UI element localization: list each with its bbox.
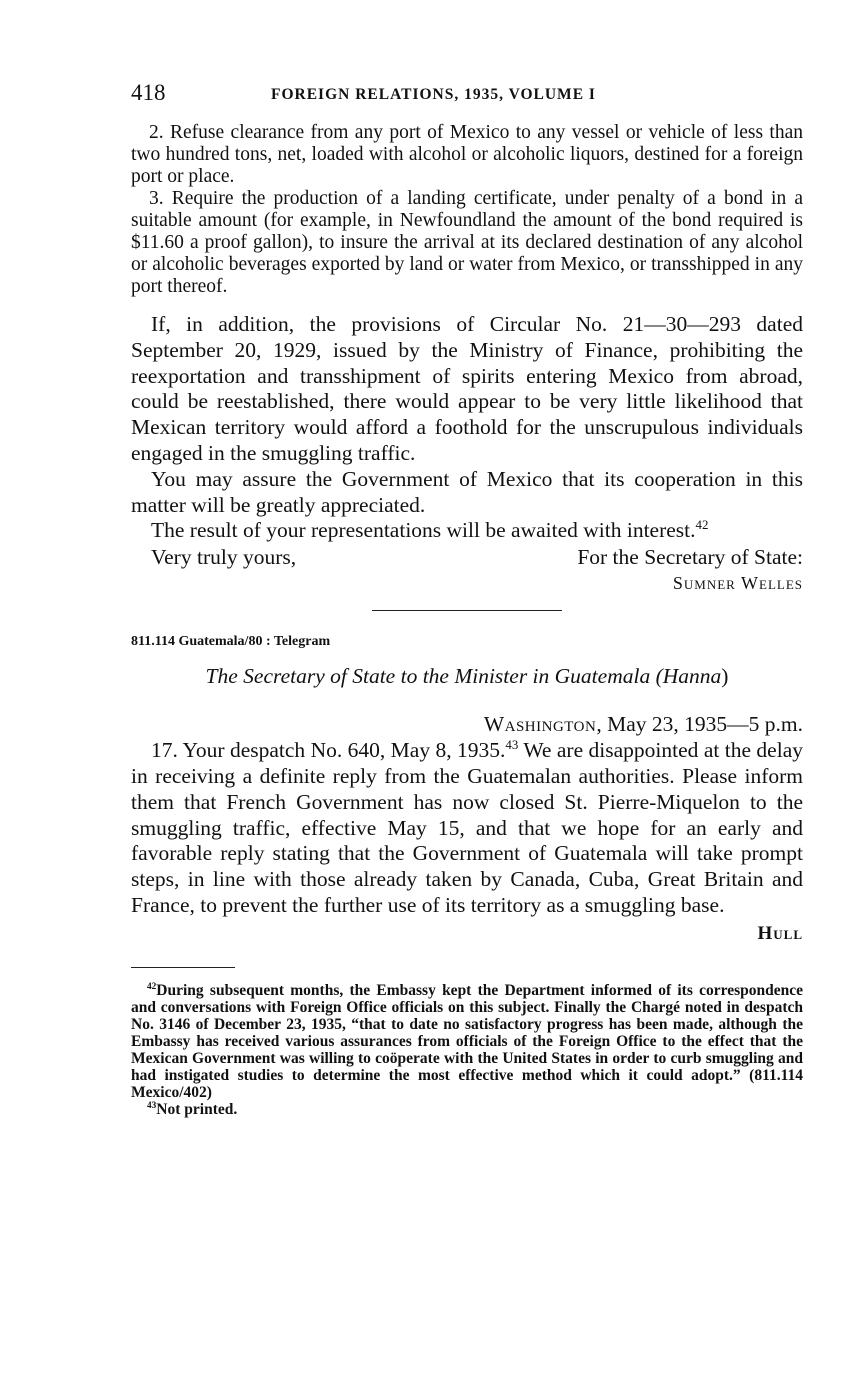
telegram-body-part2: We are disappointed at the delay in receiving a definite reply from the Guatemalan authorities. Please inform them that French Government has now closed St. Pierre-Miquelon to the smuggling traffic, effective May 15, and that we hope for an early and favorable reply stating that the Government of Guatemala will take prompt steps, in line with those already taken by Canada, Cuba, Great Britain and France, to prevent the further use of its territory as a smuggling base.: [131, 738, 803, 917]
page-number: 418: [131, 80, 166, 105]
telegram-body-part1: 17. Your despatch No. 640, May 8, 1935.: [151, 738, 506, 763]
letter-paragraph-2: You may assure the Government of Mexico that its cooperation in this matter will be greatly appreciated.: [131, 466, 803, 517]
signature-hull: Hull: [757, 922, 803, 944]
heading-close-paren: ): [721, 664, 729, 689]
footnote-divider: [131, 967, 235, 968]
footnote-42: [131, 982, 803, 1101]
heading-text: The Secretary of State to the Minister in Guatemala (: [205, 664, 663, 689]
footnote-marker-42: 42: [147, 981, 157, 992]
footnote-43-text: Not printed.: [156, 1100, 238, 1118]
footnote-42-text: During subsequent months, the Embassy kept the Department informed of its correspondence and conversations with Foreign Office officials on this subject. Finally the Chargé noted in despatch No. 3146 of December 23, 1935, “that to date no satisfactory progress has been made, although the Embassy has received various assurances from officials of the Foreign Office to the effect that the Mexican Government was willing to coöperate with the United States in order to curb smuggling and had instigated studies to determine the most effective method which it could adopt.” (811.114 Mexico/402): [131, 981, 803, 1101]
footnote-43: [131, 1101, 803, 1118]
closing-salutation: Very truly yours,: [151, 545, 297, 570]
section-divider: [372, 610, 562, 611]
letter-closing: [151, 544, 803, 570]
file-reference: 811.114 Guatemala/80 : Telegram: [131, 634, 331, 650]
closing-for-secretary: For the Secretary of State:: [577, 545, 803, 570]
letter-paragraph-1: If, in addition, the provisions of Circular No. 21—30—293 dated September 20, 1929, issued by the Ministry of Finance, prohibiting the reexportation and transshipment of spirits entering Mexico from abroad, could be reestablished, there would appear to be very little likelihood that Mexican territory would afford a foothold for the unscrupulous individuals engaged in the smuggling traffic.: [131, 312, 803, 465]
telegram-body: [131, 738, 803, 919]
footnotes: [131, 982, 803, 1118]
running-title: FOREIGN RELATIONS, 1935, VOLUME I: [271, 86, 596, 103]
dateline-date: , May 23, 1935—5 p.m.: [596, 712, 803, 737]
footnote-marker-43: 43: [147, 1100, 157, 1111]
footnote-ref-42[interactable]: 42: [695, 518, 709, 533]
list-item-3: 3. Require the production of a landing certificate, under penalty of a bond in a suitable amount (for example, in Newfoundland the amount of the bond required is $11.60 a proof gallon), to insure the arrival at its declared destination of any alcohol or alcoholic beverages exported by land or water from Mexico, or transshipped in any port thereof.: [131, 188, 803, 297]
document-heading: [131, 662, 803, 690]
signature-welles: Sumner Welles: [672, 573, 803, 594]
letter-paragraph-3-text: The result of your representations will be awaited with interest.: [151, 518, 696, 543]
dateline-place: Washington: [483, 712, 597, 737]
page: [131, 78, 803, 1118]
letter-paragraph-3: [131, 518, 803, 544]
heading-minister-name: Hanna: [662, 664, 722, 689]
footnote-ref-43[interactable]: 43: [505, 738, 519, 753]
dateline: [131, 710, 803, 738]
list-item-2: 2. Refuse clearance from any port of Mexico to any vessel or vehicle of less than two hundred tons, net, loaded with alcohol or alcoholic liquors, destined for a foreign port or place.: [131, 122, 803, 187]
page-header: [131, 78, 803, 112]
